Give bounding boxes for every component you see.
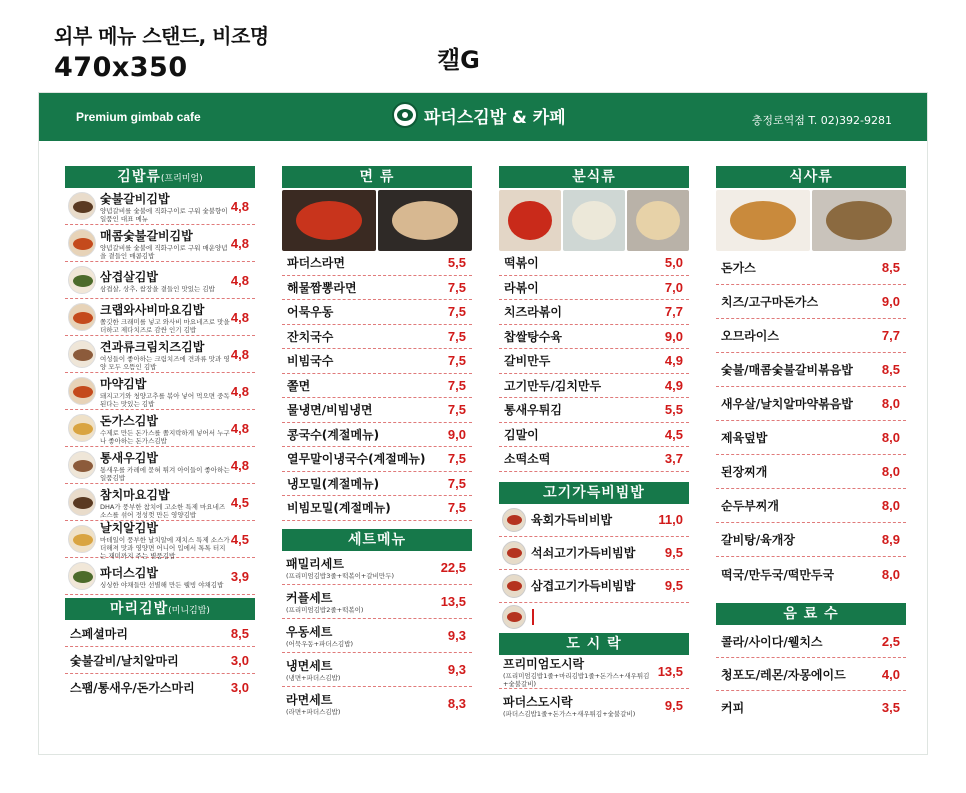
item-price: 13,5 <box>657 663 683 679</box>
item-desc: (프리미엄김밥2줄+떡볶이) <box>286 605 364 614</box>
meal-item <box>716 285 906 319</box>
item-desc: 쫄깃한 크래미를 넣고 와사비 마요네즈로 맛을 더하고 제다치즈로 감싼 인기 김밥 <box>100 317 230 334</box>
item-price: 7,5 <box>447 451 466 467</box>
item-price: 4,5 <box>664 426 683 442</box>
donkatsu-photo-icon <box>716 190 810 251</box>
item-price: 3,0 <box>230 652 249 668</box>
meal-item <box>716 387 906 421</box>
item-name: 냉모밀(계절메뉴) <box>287 476 380 491</box>
snack-item <box>499 398 689 423</box>
noodle-item <box>282 398 472 423</box>
item-name: 갈비탕/육개장 <box>721 533 795 547</box>
item-price: 4,8 <box>230 457 249 473</box>
gimbap-title: 김밥류 <box>117 169 161 185</box>
item-price: 7,5 <box>447 377 466 393</box>
col-snacks <box>499 166 689 723</box>
rice-bowl-photo-icon <box>812 190 906 251</box>
item-price: 3,0 <box>230 680 249 695</box>
gimbap-item <box>65 410 255 447</box>
item-price: 4,8 <box>230 383 249 399</box>
mandu-photo-icon <box>563 190 625 251</box>
item-price: 4,9 <box>664 353 683 369</box>
kimbap-logo-icon <box>396 108 414 122</box>
noodle-item <box>282 423 472 448</box>
gimbap-item <box>65 447 255 484</box>
item-name: 삼겹살김밥 <box>100 269 158 284</box>
item-name: 프리미엄도시락 <box>503 656 585 671</box>
noodle-item <box>282 276 472 301</box>
brand <box>392 102 566 128</box>
snack-item <box>499 349 689 374</box>
item-price: 8,5 <box>881 362 900 377</box>
item-price: 9,0 <box>447 426 466 442</box>
item-price: 8,0 <box>881 430 900 445</box>
mari-title: 마리김밥 <box>110 601 169 617</box>
item-name: 커플세트 <box>286 590 333 605</box>
item-price: 4,5 <box>230 531 249 547</box>
item-name: 견과류크림치즈김밥 <box>100 339 205 354</box>
food-photo-icon <box>68 488 96 516</box>
item-name: 소떡소떡 <box>504 452 551 467</box>
item-name: 오므라이스 <box>721 329 779 343</box>
meal-item <box>716 455 906 489</box>
food-photo-icon <box>68 562 96 590</box>
item-price: 9,3 <box>447 661 466 677</box>
cold-noodle-photo-icon <box>378 190 472 251</box>
note-tag: 캘G <box>437 46 480 74</box>
mari-item <box>65 647 255 674</box>
snack-photos <box>499 190 689 251</box>
snack-item <box>499 374 689 399</box>
item-price: 7,7 <box>881 328 900 343</box>
item-price: 4,8 <box>230 235 249 251</box>
item-name: 마약김밥 <box>100 376 147 391</box>
item-price: 7,5 <box>447 328 466 344</box>
brand-logo-icon <box>392 102 418 128</box>
bibimbap-item <box>499 537 689 570</box>
item-price: 7,5 <box>447 304 466 320</box>
item-name: 파더스라면 <box>287 256 345 271</box>
food-photo-icon <box>68 229 96 257</box>
brand-name: 파더스김밥 & 카페 <box>424 107 566 128</box>
item-name: 매콤숯불갈비김밥 <box>100 228 193 243</box>
item-name: 돈가스 <box>721 261 756 275</box>
food-photo-icon <box>68 340 96 368</box>
item-name: 커피 <box>721 701 745 715</box>
bibimbap-photo-icon <box>502 508 526 532</box>
item-price: 5,5 <box>447 255 466 271</box>
item-name: 크랩와사비마요김밥 <box>100 302 205 317</box>
item-desc: 마데일이 풍부한 날치알에 재치스 특제 소스가 더해져 맛과 영양면 어니어 입에서 톡톡 터지는 재미까지 주는 별품김밥 <box>100 535 230 560</box>
item-price: 7,5 <box>447 279 466 295</box>
set-item <box>282 551 472 585</box>
drink-item <box>716 625 906 658</box>
note-size: 470x350 <box>54 52 188 83</box>
red-marker <box>532 609 534 625</box>
bibimbap-item <box>499 570 689 603</box>
item-name: 숯불갈비김밥 <box>100 191 170 206</box>
noodle-item <box>282 325 472 350</box>
item-name: 우동세트 <box>286 624 333 639</box>
item-price: 4,8 <box>230 272 249 288</box>
item-name: 제육덮밥 <box>721 431 768 445</box>
item-price: 11,0 <box>658 512 683 527</box>
item-desc: 싱싱한 야채들만 선별해 만든 웰빙 야채김밥 <box>100 580 224 589</box>
noodle-item <box>282 251 472 276</box>
item-price: 7,5 <box>447 402 466 418</box>
item-price: 4,8 <box>230 420 249 436</box>
ramen-photo-icon <box>282 190 376 251</box>
drink-item <box>716 691 906 724</box>
bibimbap-photo-icon <box>502 605 526 629</box>
item-price: 9,5 <box>664 698 683 713</box>
col-meals <box>716 166 906 724</box>
item-name: 돈가스김밥 <box>100 413 158 428</box>
section-title-mari <box>65 598 255 620</box>
item-name: 스팸/통새우/돈가스마리 <box>70 681 195 695</box>
mari-item <box>65 620 255 647</box>
gimbap-item <box>65 558 255 595</box>
snack-item <box>499 300 689 325</box>
food-photo-icon <box>68 303 96 331</box>
item-name: 숯불갈비/날치알마리 <box>70 653 179 668</box>
section-title-drinks: 음 료 수 <box>716 603 906 625</box>
item-name: 스페셜마리 <box>70 626 128 641</box>
food-photo-icon <box>68 266 96 294</box>
gyoza-photo-icon <box>627 190 689 251</box>
item-price: 8,0 <box>881 566 900 582</box>
item-name: 떡볶이 <box>504 256 539 271</box>
item-price: 9,3 <box>447 627 466 643</box>
tteokbokki-photo-icon <box>499 190 561 251</box>
item-name: 치즈라볶이 <box>504 305 562 320</box>
item-name: 찹쌀탕수육 <box>504 329 562 344</box>
item-name: 갈비만두 <box>504 354 551 369</box>
item-name: 라면세트 <box>286 693 333 707</box>
item-price: 5,0 <box>664 255 683 271</box>
item-price: 7,5 <box>447 475 466 491</box>
item-name: 김말이 <box>504 427 539 442</box>
dosirak-item <box>499 689 689 723</box>
item-price: 7,7 <box>664 304 683 320</box>
item-price: 4,0 <box>881 666 900 682</box>
gimbap-item <box>65 262 255 299</box>
food-photo-icon <box>68 414 96 442</box>
bibimbap-empty-row <box>499 603 689 631</box>
item-name: 된장찌개 <box>721 465 768 479</box>
item-price: 8,5 <box>881 260 900 275</box>
meal-item <box>716 353 906 387</box>
item-desc: (프리미엄김밥1줄+마리김밥1줄+돈가스+새우튀김+숯불갈비) <box>503 671 650 688</box>
section-title-meals: 식사류 <box>716 166 906 188</box>
item-price: 4,8 <box>230 346 249 362</box>
item-name: 떡국/만두국/떡만두국 <box>721 567 835 582</box>
item-name: 청포도/레몬/자몽에이드 <box>721 667 846 682</box>
meal-item <box>716 319 906 353</box>
item-desc: (어묵우동+파더스김밥) <box>286 639 354 648</box>
item-desc: (파더스김밥1줄+돈가스+새우튀김+숯불갈비) <box>503 710 636 718</box>
section-title-snacks: 분식류 <box>499 166 689 188</box>
item-desc: (냉면+파더스김밥) <box>286 673 341 682</box>
item-name: 콩국수(계절메뉴) <box>287 427 380 442</box>
bibimbap-item <box>499 504 689 537</box>
item-price: 9,0 <box>664 328 683 344</box>
food-photo-icon <box>68 377 96 405</box>
item-price: 3,7 <box>664 451 683 467</box>
gimbap-item <box>65 188 255 225</box>
item-name: 삼겹고기가득비빔밥 <box>531 579 636 593</box>
gimbap-item <box>65 299 255 336</box>
item-name: 쫄면 <box>287 378 311 393</box>
item-name: 콜라/사이다/웰치스 <box>721 634 823 649</box>
item-price: 8,5 <box>230 625 249 641</box>
bibimbap-photo-icon <box>502 541 526 565</box>
item-desc: (프리미엄김밥3줄+떡볶이+갈비만두) <box>286 571 395 580</box>
section-title-noodles: 면 류 <box>282 166 472 188</box>
dosirak-item <box>499 655 689 689</box>
gimbap-item <box>65 225 255 262</box>
meal-item <box>716 421 906 455</box>
noodle-item <box>282 496 472 521</box>
set-item <box>282 653 472 687</box>
snack-item <box>499 423 689 448</box>
item-price: 8,9 <box>881 532 900 547</box>
item-name: 치즈/고구마돈가스 <box>721 295 819 309</box>
drink-item <box>716 658 906 691</box>
item-price: 8,0 <box>881 498 900 513</box>
noodle-item <box>282 374 472 399</box>
item-desc: 양념갈비를 숯불에 직화구이로 구워 숯불향이 일품인 대표 메뉴 <box>100 206 228 223</box>
item-price: 4,8 <box>230 198 249 214</box>
item-price: 4,9 <box>664 377 683 393</box>
mari-sub: (미니김밥) <box>168 606 210 616</box>
item-name: 라볶이 <box>504 280 539 295</box>
item-price: 8,3 <box>447 696 466 711</box>
meal-item <box>716 557 906 591</box>
item-name: 파더스김밥 <box>100 565 158 580</box>
section-title-bibimbap: 고기가득비빔밥 <box>499 482 689 504</box>
snack-item <box>499 325 689 350</box>
item-price: 5,5 <box>664 402 683 418</box>
gimbap-item <box>65 373 255 410</box>
item-desc: (라면+파더스김밥) <box>286 708 341 716</box>
item-name: 통새우튀김 <box>504 403 562 418</box>
item-price: 9,5 <box>664 578 683 593</box>
section-title-sets: 세트메뉴 <box>282 529 472 551</box>
set-item <box>282 585 472 619</box>
item-desc: 양념갈비를 숯불에 직화구이로 구워 매운양념을 곁들인 매콤김밥 <box>100 243 228 260</box>
item-name: 해물짬뽕라면 <box>287 280 357 295</box>
snack-item <box>499 276 689 301</box>
item-price: 3,9 <box>230 568 249 584</box>
item-name: 통새우김밥 <box>100 450 158 465</box>
item-desc: 통새우를 카레에 묻혀 튀겨 아이들이 좋아하는 일품김밥 <box>100 465 230 482</box>
snack-item <box>499 447 689 472</box>
menu-board <box>38 92 928 755</box>
gimbap-item <box>65 521 255 558</box>
item-price: 2,5 <box>881 633 900 649</box>
item-price: 13,5 <box>440 593 466 609</box>
meal-item <box>716 251 906 285</box>
mari-item <box>65 674 255 701</box>
item-desc: 여성들이 좋아하는 크림치즈에 견과류 맛과 영양 모두 으뜸인 김밥 <box>100 354 230 371</box>
item-name: 순두부찌개 <box>721 499 779 513</box>
item-name: 비빔모밀(계절메뉴) <box>287 501 391 516</box>
item-name: 어묵우동 <box>287 305 334 320</box>
item-price: 4,5 <box>230 494 249 510</box>
noodle-photos <box>282 190 472 251</box>
section-title-dosirak: 도 시 락 <box>499 633 689 655</box>
item-name: 패밀리세트 <box>286 556 344 571</box>
item-desc: 삼겹살, 상추, 쌈장을 곁들인 맛있는 김밥 <box>100 284 215 293</box>
food-photo-icon <box>68 525 96 553</box>
set-item <box>282 687 472 721</box>
meal-item <box>716 523 906 557</box>
tagline: Premium gimbab cafe <box>76 110 201 124</box>
noodle-item <box>282 300 472 325</box>
item-name: 날치알김밥 <box>100 520 158 535</box>
item-price: 7,5 <box>447 353 466 369</box>
section-title-gimbap <box>65 166 255 188</box>
food-photo-icon <box>68 192 96 220</box>
noodle-item <box>282 349 472 374</box>
item-name: 숯불/매콤숯불갈비볶음밥 <box>721 363 853 377</box>
item-name: 비빔국수 <box>287 354 334 369</box>
item-price: 8,0 <box>881 464 900 479</box>
item-name: 열무말이냉국수(계절메뉴) <box>287 452 426 467</box>
item-desc: 돼지고기와 청양고추를 볶아 넣어 먹으면 중독된다는 맛있는 김밥 <box>100 391 230 408</box>
meal-item <box>716 489 906 523</box>
gimbap-item <box>65 336 255 373</box>
item-price: 9,0 <box>881 294 900 309</box>
item-price: 8,0 <box>881 396 900 411</box>
item-name: 석쇠고기가득비빔밥 <box>531 546 636 560</box>
item-price: 7,5 <box>447 500 466 516</box>
item-price: 22,5 <box>440 559 466 575</box>
menu-header <box>39 93 927 141</box>
noodle-item <box>282 447 472 472</box>
snack-item <box>499 251 689 276</box>
item-name: 고기만두/김치만두 <box>504 378 602 393</box>
noodle-item <box>282 472 472 497</box>
item-price: 4,8 <box>230 309 249 325</box>
set-item <box>282 619 472 653</box>
item-name: 새우살/날치알마약볶음밥 <box>721 397 853 411</box>
item-name: 물냉면/비빔냉면 <box>287 403 373 418</box>
gimbap-item <box>65 484 255 521</box>
item-desc: DHA가 풍부한 참치에 고소한 특제 마요네즈소스를 섞어 정성껏 만든 영양김밥 <box>100 502 226 519</box>
bibimbap-photo-icon <box>502 574 526 598</box>
item-name: 육회가득비비밥 <box>531 513 613 527</box>
item-price: 7,0 <box>664 279 683 295</box>
item-name: 냉면세트 <box>286 658 333 673</box>
item-name: 잔치국수 <box>287 329 334 344</box>
col-gimbap <box>65 166 255 701</box>
item-desc: 수제로 만든 돈가스를 쫄지락하게 넣어서 누구나 좋아하는 돈가스김밥 <box>100 428 230 445</box>
gimbap-sub: (프리미엄) <box>160 174 203 184</box>
item-name: 참치마요김밥 <box>100 487 170 502</box>
store-contact: 충정로역점 T. 02)392-9281 <box>751 114 892 127</box>
item-price: 9,5 <box>664 545 683 560</box>
note-title: 외부 메뉴 스탠드, 비조명 <box>54 24 269 48</box>
food-photo-icon <box>68 451 96 479</box>
item-name: 파더스도시락 <box>503 695 573 709</box>
meal-photos <box>716 190 906 251</box>
item-price: 3,5 <box>881 700 900 715</box>
col-noodles <box>282 166 472 721</box>
